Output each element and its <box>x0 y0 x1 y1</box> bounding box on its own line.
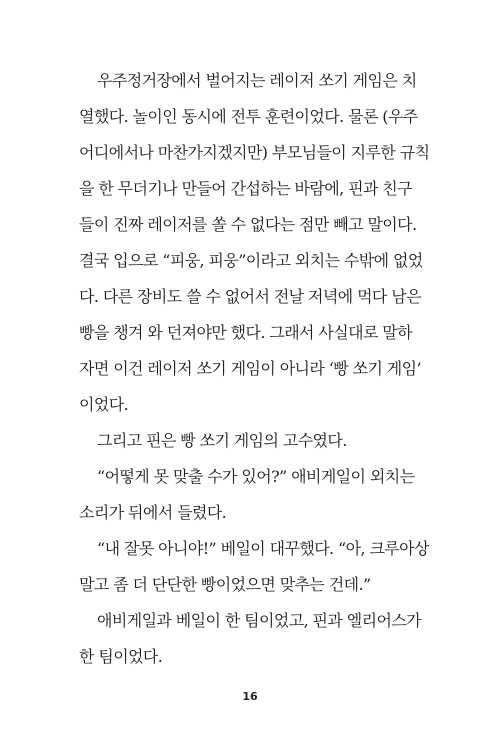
text-line: 소리가 뒤에서 들렸다. <box>79 503 227 522</box>
text-line: 들이 진짜 레이저를 쏠 수 없다는 점만 빼고 말이다. <box>79 215 417 234</box>
text-line: 어디에서나 마찬가지겠지만) 부모님들이 지루한 규칙 <box>79 143 430 162</box>
text-line: 빵을 챙겨 와 던져야만 했다. 그래서 사실대로 말하 <box>79 323 413 342</box>
page-number: 16 <box>242 690 258 703</box>
text-line: 열했다. 놀이인 동시에 전투 훈련이었다. 물론 (우주 <box>79 107 418 126</box>
text-line: 그리고 핀은 빵 쏘기 게임의 고수였다. <box>97 431 347 450</box>
text-line: 자면 이건 레이저 쏘기 게임이 아니라 ‘빵 쏘기 게임’ <box>79 359 421 378</box>
text-line: 을 한 무더기나 만들어 간섭하는 바람에, 핀과 친구 <box>79 179 413 198</box>
text-line: 우주정거장에서 벌어지는 레이저 쏘기 게임은 치 <box>97 71 417 90</box>
text-line: 한 팀이었다. <box>79 647 163 666</box>
text-line: “내 잘못 아니야!” 베일이 대꾸했다. “아, 크루아상 <box>97 539 429 558</box>
text-line: 애비게일과 베일이 한 팀이었고, 핀과 엘리어스가 <box>97 611 422 630</box>
text-line: 결국 입으로 “피웅, 피웅”이라고 외치는 수밖에 없었 <box>79 251 423 270</box>
text-line: 다. 다른 장비도 쓸 수 없어서 전날 저녁에 먹다 남은 <box>79 287 421 306</box>
text-line: 이었다. <box>79 395 129 414</box>
text-line: “어떻게 못 맞출 수가 있어?” 애비게일이 외치는 <box>97 467 415 486</box>
text-line: 말고 좀 더 단단한 빵이었으면 맞추는 건데.” <box>79 575 371 594</box>
